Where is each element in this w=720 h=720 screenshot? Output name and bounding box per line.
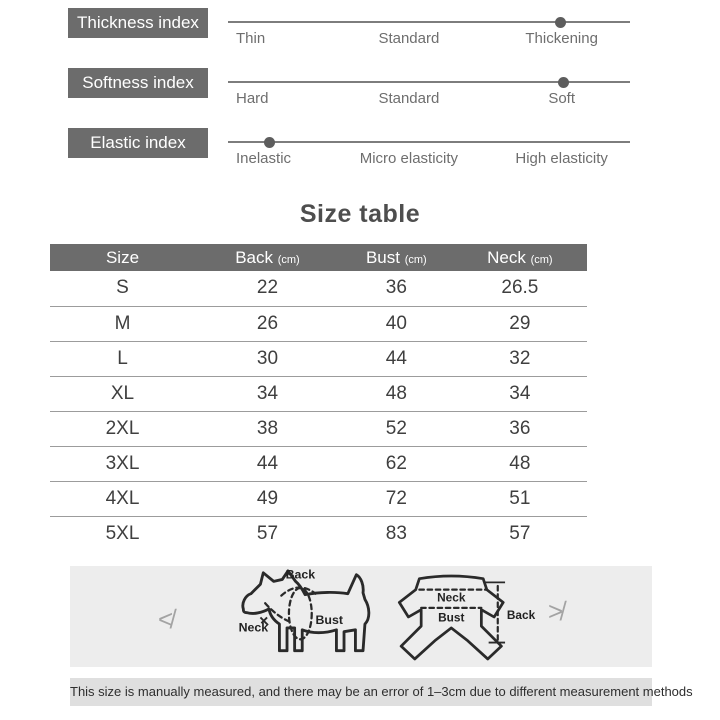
- elastic-option-micro: Micro elasticity: [359, 150, 459, 167]
- measurement-diagram-box: [70, 566, 652, 667]
- carousel-prev-icon[interactable]: ≮: [158, 604, 174, 634]
- size-table: [50, 244, 587, 551]
- garment-back-label: Back: [506, 607, 536, 622]
- table-row: [50, 341, 587, 376]
- slider-track: [228, 141, 630, 143]
- cell-neck: 32: [453, 341, 587, 376]
- softness-index-label: Softness index: [68, 68, 208, 98]
- elastic-index-label: Elastic index: [68, 128, 208, 158]
- garment-neck-label: Neck: [437, 590, 466, 605]
- slider-track: [228, 81, 630, 83]
- cell-back: 22: [195, 271, 340, 306]
- cell-bust: 62: [340, 446, 453, 481]
- softness-option-standard: Standard: [378, 90, 440, 107]
- softness-option-soft: Soft: [548, 90, 575, 107]
- col-header-back: Back (cm): [195, 244, 340, 271]
- table-row: [50, 516, 587, 551]
- softness-slider: [228, 68, 630, 122]
- dog-bust-label: Bust: [315, 613, 343, 628]
- softness-dot: [558, 77, 569, 88]
- elastic-dot: [264, 137, 275, 148]
- thickness-option-thin: Thin: [236, 30, 266, 47]
- dog-bust-measure-line: [289, 588, 312, 639]
- cell-neck: 48: [453, 446, 587, 481]
- softness-index-row: [0, 68, 720, 122]
- softness-option-hard: Hard: [236, 90, 269, 107]
- elastic-index-row: [0, 128, 720, 182]
- cell-neck: 29: [453, 306, 587, 341]
- slider-track: [228, 21, 630, 23]
- cell-back: 44: [195, 446, 340, 481]
- elastic-option-high: High elasticity: [515, 150, 608, 167]
- table-row: [50, 481, 587, 516]
- cell-size: S: [50, 271, 195, 306]
- col-header-size: Size: [50, 244, 195, 271]
- cell-neck: 26.5: [453, 271, 587, 306]
- table-row: [50, 411, 587, 446]
- garment-bust-label: Bust: [438, 610, 465, 625]
- cell-size: L: [50, 341, 195, 376]
- cell-bust: 36: [340, 271, 453, 306]
- cell-size: 4XL: [50, 481, 195, 516]
- cell-bust: 72: [340, 481, 453, 516]
- table-row: [50, 446, 587, 481]
- col-header-neck: Neck (cm): [453, 244, 587, 271]
- carousel-next-icon[interactable]: ≯: [548, 596, 564, 626]
- cell-bust: 40: [340, 306, 453, 341]
- elastic-slider: [228, 128, 630, 182]
- cell-size: 2XL: [50, 411, 195, 446]
- table-row: [50, 271, 587, 306]
- thickness-dot: [555, 17, 566, 28]
- dog-neck-label: Neck: [238, 620, 269, 635]
- thickness-option-standard: Standard: [378, 30, 440, 47]
- thickness-index-label: Thickness index: [68, 8, 208, 38]
- thickness-index-row: [0, 8, 720, 62]
- cell-neck: 51: [453, 481, 587, 516]
- cell-bust: 83: [385, 522, 407, 544]
- size-table-title: Size table: [299, 200, 421, 228]
- thickness-slider: [228, 8, 630, 62]
- thickness-option-thickening: Thickening: [525, 30, 598, 47]
- cell-neck: 34: [453, 376, 587, 411]
- cell-back: 38: [195, 411, 340, 446]
- cell-size: XL: [50, 376, 195, 411]
- dog-back-label: Back: [285, 569, 316, 582]
- cell-back: 49: [195, 481, 340, 516]
- col-header-bust: Bust (cm): [340, 244, 453, 271]
- table-row: [50, 306, 587, 341]
- measurement-disclaimer: This size is manually measured, and there may be an error of 1–3cm due to different measurement methods: [70, 678, 652, 706]
- elastic-option-inelastic: Inelastic: [236, 150, 292, 167]
- cell-bust: 44: [340, 341, 453, 376]
- cell-back: 34: [195, 376, 340, 411]
- cell-size: 5XL: [105, 522, 140, 544]
- cell-back: 30: [195, 341, 340, 376]
- cell-bust: 52: [340, 411, 453, 446]
- cell-bust: 48: [340, 376, 453, 411]
- cell-size: 3XL: [50, 446, 195, 481]
- product-index-section: [0, 0, 720, 186]
- cell-back: 26: [195, 306, 340, 341]
- table-row: [50, 376, 587, 411]
- cell-neck: 36: [453, 411, 587, 446]
- cell-size: M: [50, 306, 195, 341]
- cell-back: 57: [256, 522, 279, 544]
- size-table-header-row: [50, 244, 587, 271]
- cell-neck: 57: [509, 522, 531, 544]
- garment-measurement-diagram: [392, 571, 547, 663]
- dog-measurement-diagram: [236, 569, 396, 664]
